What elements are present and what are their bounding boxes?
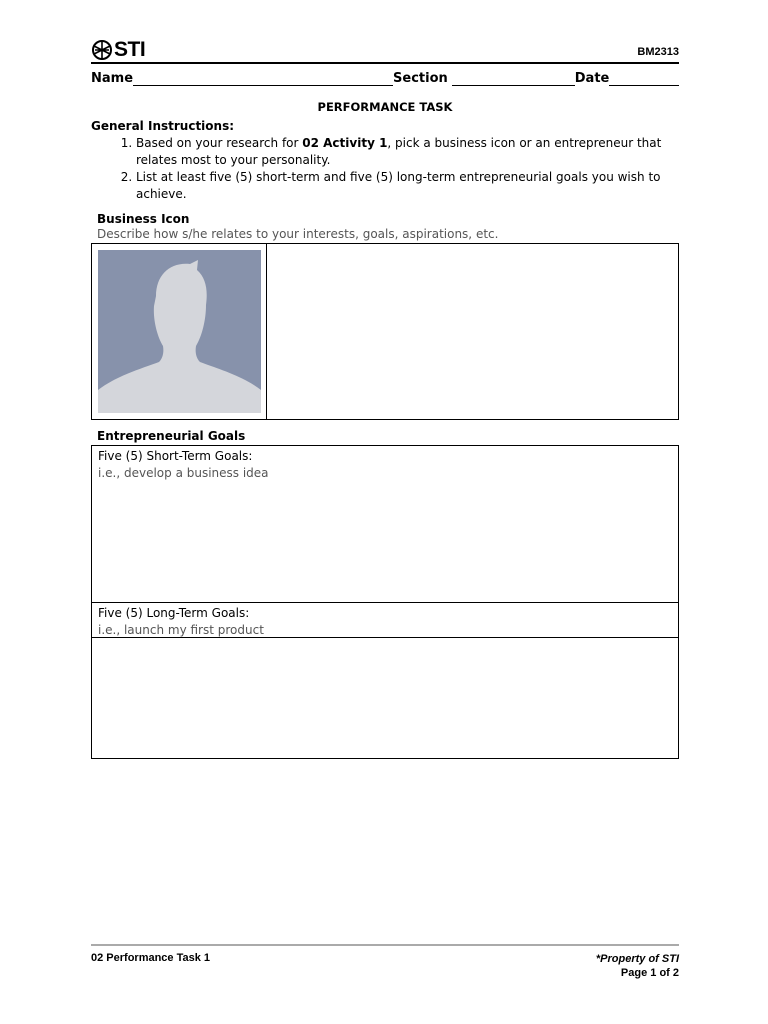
long-term-header-cell: [92, 603, 678, 638]
business-icon-table: [91, 243, 679, 420]
person-silhouette-icon: [98, 250, 261, 413]
document-page: [91, 36, 679, 759]
course-code: BM2313: [637, 46, 679, 58]
instruction-item: 2. List at least five (5) short-term and five (5) long-term entrepreneurial goals you wish to achieve.: [136, 169, 679, 203]
footer-right: [596, 952, 679, 980]
photo-cell[interactable]: [92, 244, 267, 419]
footer-document-title: 02 Performance Task 1: [91, 952, 211, 964]
goals-heading: Entrepreneurial Goals: [97, 429, 246, 443]
name-label: Name: [91, 71, 134, 86]
description-cell[interactable]: [267, 244, 678, 419]
footer-property: *Property of STI: [595, 953, 679, 965]
date-field[interactable]: [609, 73, 679, 86]
long-term-hint: i.e., launch my first product: [98, 623, 264, 637]
business-icon-heading: Business Icon: [97, 212, 190, 226]
date-label: Date: [574, 71, 610, 86]
sti-logo: [91, 38, 145, 62]
student-info-row: [91, 68, 679, 86]
sti-globe-icon: [91, 40, 113, 60]
long-term-label: Five (5) Long-Term Goals:: [98, 606, 250, 620]
short-term-hint: i.e., develop a business idea: [98, 466, 269, 480]
footer-page-number: Page 1 of 2: [620, 967, 679, 979]
logo-text: STI: [114, 38, 146, 61]
instructions-heading: General Instructions:: [91, 119, 235, 133]
section-label: Section: [393, 71, 448, 86]
page-footer: [91, 944, 679, 979]
section-field[interactable]: [452, 73, 575, 86]
name-field[interactable]: [133, 73, 393, 86]
instruction-item: 1. Based on your research for 02 Activity 1, pick a business icon or an entrepreneur that relates most to your personality.: [136, 135, 679, 169]
short-term-label: Five (5) Short-Term Goals:: [98, 449, 253, 463]
page-title: PERFORMANCE TASK: [317, 100, 453, 114]
business-icon-hint: Describe how s/he relates to your interests, goals, aspirations, etc.: [97, 227, 499, 241]
long-term-goals-cell[interactable]: [92, 638, 678, 758]
short-term-goals-cell[interactable]: [92, 446, 678, 603]
goals-table: [91, 445, 679, 759]
page-header: [91, 36, 679, 64]
instructions-list: [91, 135, 679, 203]
